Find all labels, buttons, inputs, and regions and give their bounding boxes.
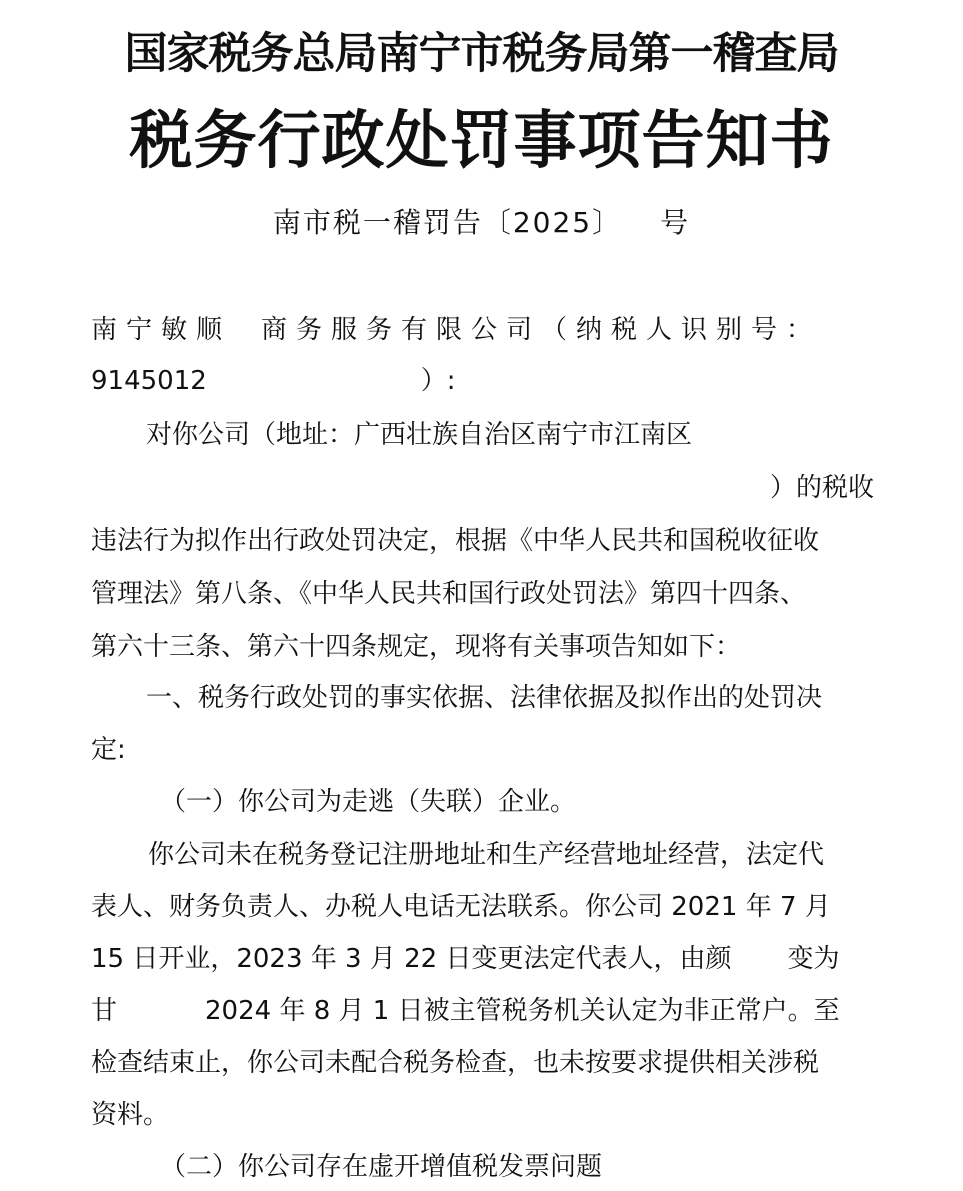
taxpayer-id-close: ）: (420, 366, 456, 396)
paragraph-text: 甘 (91, 996, 118, 1026)
document-number-suffix: 号 (660, 206, 691, 239)
paragraph-line: 第六十三条、第六十四条规定，现将有关事项告知如下： (91, 632, 742, 662)
recipient-name-part1: 南宁敏顺 (91, 315, 232, 345)
paragraph-text: 15 日开业，2023 年 3 月 22 日变更法定代表人，由颜 (91, 944, 732, 974)
paragraph-line: 资料。 (91, 1100, 170, 1130)
document-number (0, 203, 963, 243)
paragraph-line: 违法行为拟作出行政处罚决定，根据《中华人民共和国税收征收 (91, 526, 820, 556)
paragraph-line (91, 985, 840, 1037)
paragraph-line: 你公司未在税务登记注册地址和生产经营地址经营，法定代 (148, 840, 825, 870)
paragraph-line: ）的税收 (770, 473, 875, 503)
document-number-prefix: 南市税一稽罚告〔2025〕 (272, 206, 623, 239)
issuing-authority: 国家税务总局南宁市税务局第一稽查局 (124, 29, 839, 79)
paragraph-line: 表人、财务负责人、办税人电话无法联系。你公司 2021 年 7 月 (91, 892, 831, 922)
paragraph-text: 变为 (787, 944, 840, 974)
document-title: 税务行政处罚事项告知书 (129, 103, 834, 177)
paragraph-text: 2024 年 8 月 1 日被主管税务机关认定为非正常户。至 (205, 996, 840, 1026)
section-heading: 一、税务行政处罚的事实依据、法律依据及拟作出的处罚决 (146, 683, 823, 713)
taxpayer-id-prefix: 9145012 (91, 366, 207, 396)
paragraph-line (91, 933, 839, 985)
sub-heading: （一）你公司为走逃（失联）企业。 (160, 787, 577, 817)
taxpayer-id-line (91, 355, 456, 407)
recipient-line (91, 304, 821, 356)
paragraph-line: 管理法》第八条、《中华人民共和国行政处罚法》第四十四条、 (91, 579, 807, 609)
paragraph-line: 检查结束止，你公司未配合税务检查，也未按要求提供相关涉税 (91, 1048, 820, 1078)
section-heading: 定: (91, 735, 126, 765)
paragraph-line: 对你公司（地址：广西壮族自治区南宁市江南区 (146, 420, 693, 450)
sub-heading: （二）你公司存在虚开增值税发票问题 (160, 1152, 603, 1182)
recipient-name-part2: 商务服务有限公司（纳税人识别号： (261, 315, 822, 345)
